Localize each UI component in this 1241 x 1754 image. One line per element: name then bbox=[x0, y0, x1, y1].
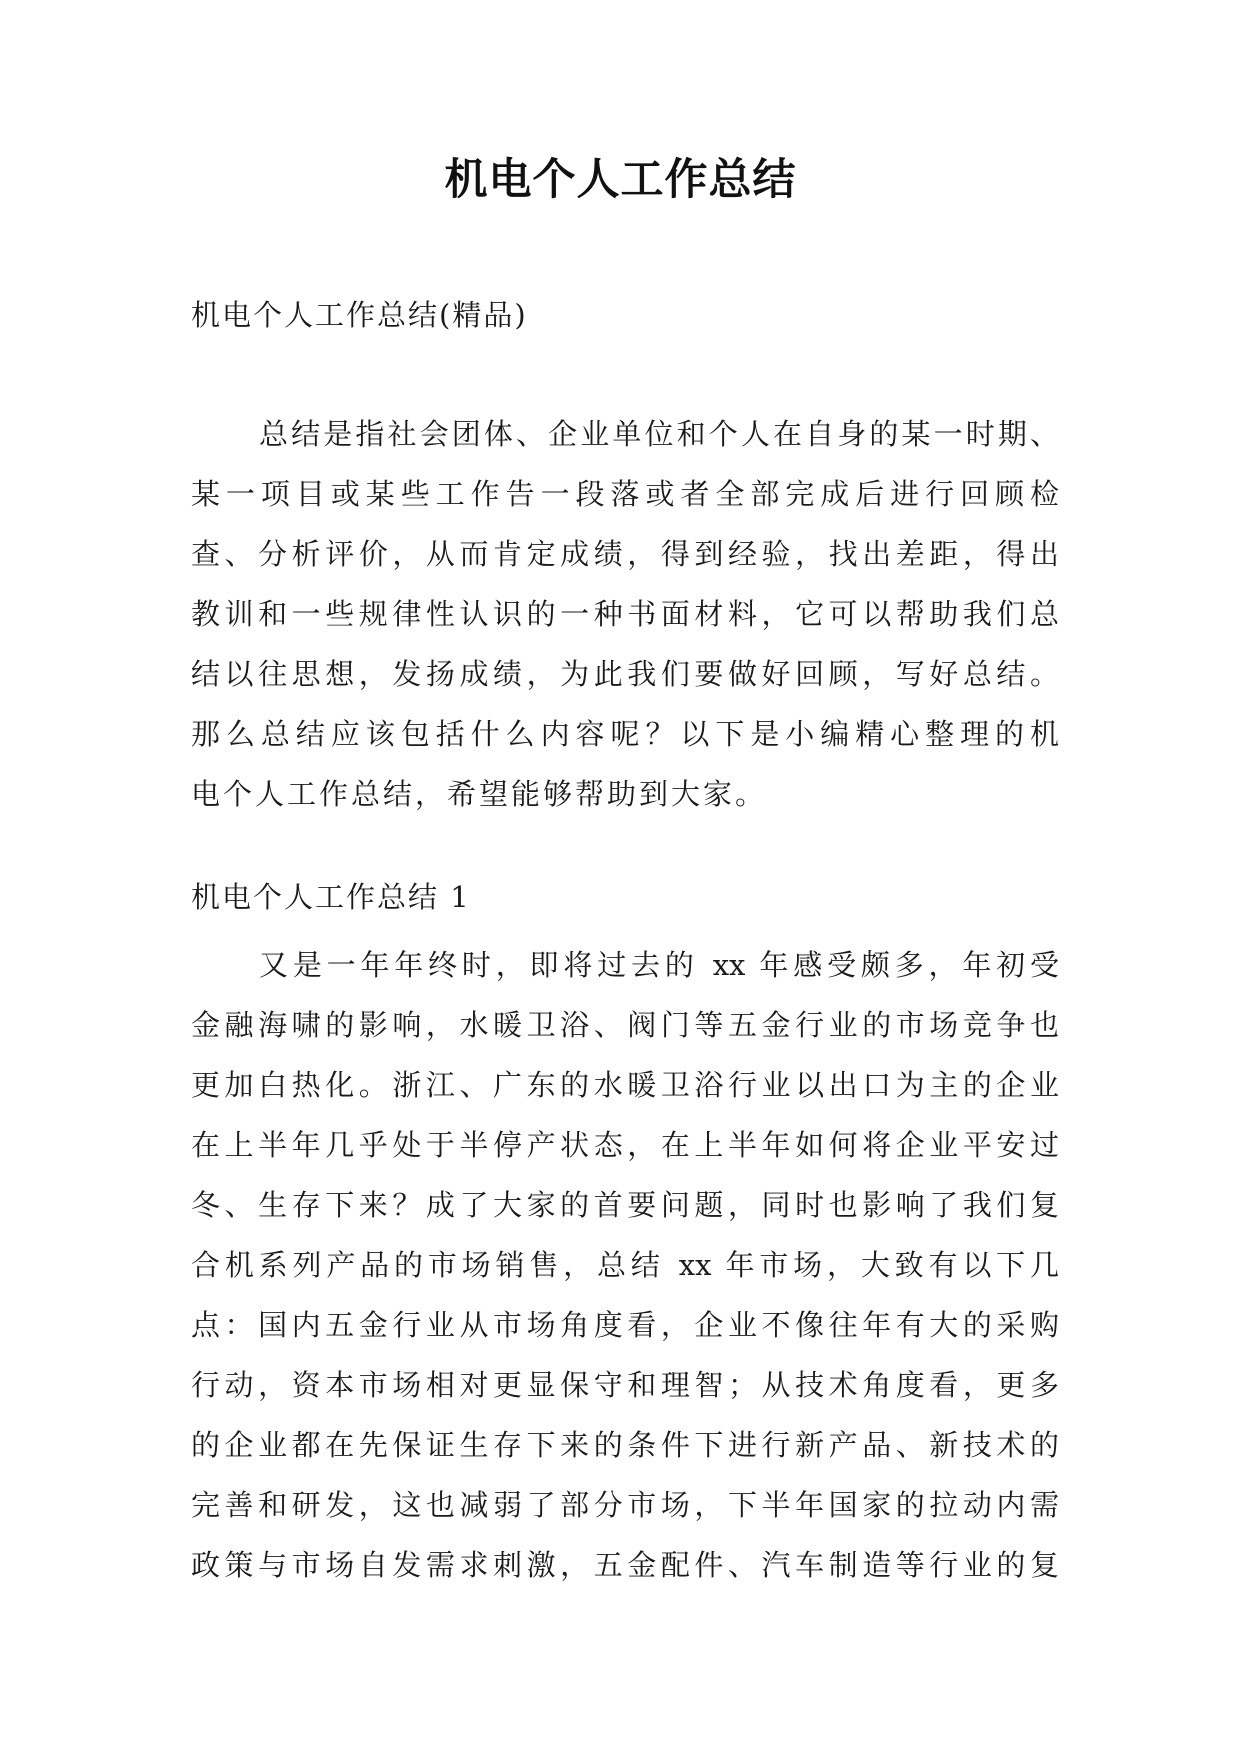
body-line: 的企业都在先保证生存下来的条件下进行新产品、新技术的 bbox=[191, 1428, 1059, 1462]
document-subtitle: 机电个人工作总结(精品) bbox=[191, 298, 528, 332]
body-line: 金融海啸的影响，水暖卫浴、阀门等五金行业的市场竞争也 bbox=[191, 1008, 1059, 1042]
body-line: 又是一年年终时，即将过去的 xx 年感受颇多，年初受 bbox=[259, 948, 1059, 982]
section-heading: 机电个人工作总结 1 bbox=[191, 880, 471, 914]
intro-line: 教训和一些规律性认识的一种书面材料，它可以帮助我们总 bbox=[191, 597, 1059, 631]
body-line: 冬、生存下来？成了大家的首要问题，同时也影响了我们复 bbox=[191, 1188, 1059, 1222]
body-line: 合机系列产品的市场销售，总结 xx 年市场，大致有以下几 bbox=[191, 1248, 1059, 1282]
intro-line: 那么总结应该包括什么内容呢？以下是小编精心整理的机 bbox=[191, 717, 1059, 751]
body-line: 点：国内五金行业从市场角度看，企业不像往年有大的采购 bbox=[191, 1308, 1059, 1342]
intro-line: 查、分析评价，从而肯定成绩，得到经验，找出差距，得出 bbox=[191, 537, 1059, 571]
body-line: 更加白热化。浙江、广东的水暖卫浴行业以出口为主的企业 bbox=[191, 1068, 1059, 1102]
intro-line: 某一项目或某些工作告一段落或者全部完成后进行回顾检 bbox=[191, 477, 1059, 511]
body-paragraph bbox=[191, 935, 1071, 1595]
document-title: 机电个人工作总结 bbox=[444, 155, 797, 205]
body-line: 政策与市场自发需求刺激，五金配件、汽车制造等行业的复 bbox=[191, 1548, 1059, 1582]
intro-line: 结以往思想，发扬成绩，为此我们要做好回顾，写好总结。 bbox=[191, 657, 1059, 691]
intro-line: 电个人工作总结，希望能够帮助到大家。 bbox=[191, 777, 768, 811]
body-line: 在上半年几乎处于半停产状态，在上半年如何将企业平安过 bbox=[191, 1128, 1059, 1162]
intro-line: 总结是指社会团体、企业单位和个人在自身的某一时期、 bbox=[259, 417, 1059, 451]
body-line: 完善和研发，这也减弱了部分市场，下半年国家的拉动内需 bbox=[191, 1488, 1059, 1522]
intro-paragraph bbox=[191, 404, 1071, 824]
body-line: 行动，资本市场相对更显保守和理智；从技术角度看，更多 bbox=[191, 1368, 1059, 1402]
